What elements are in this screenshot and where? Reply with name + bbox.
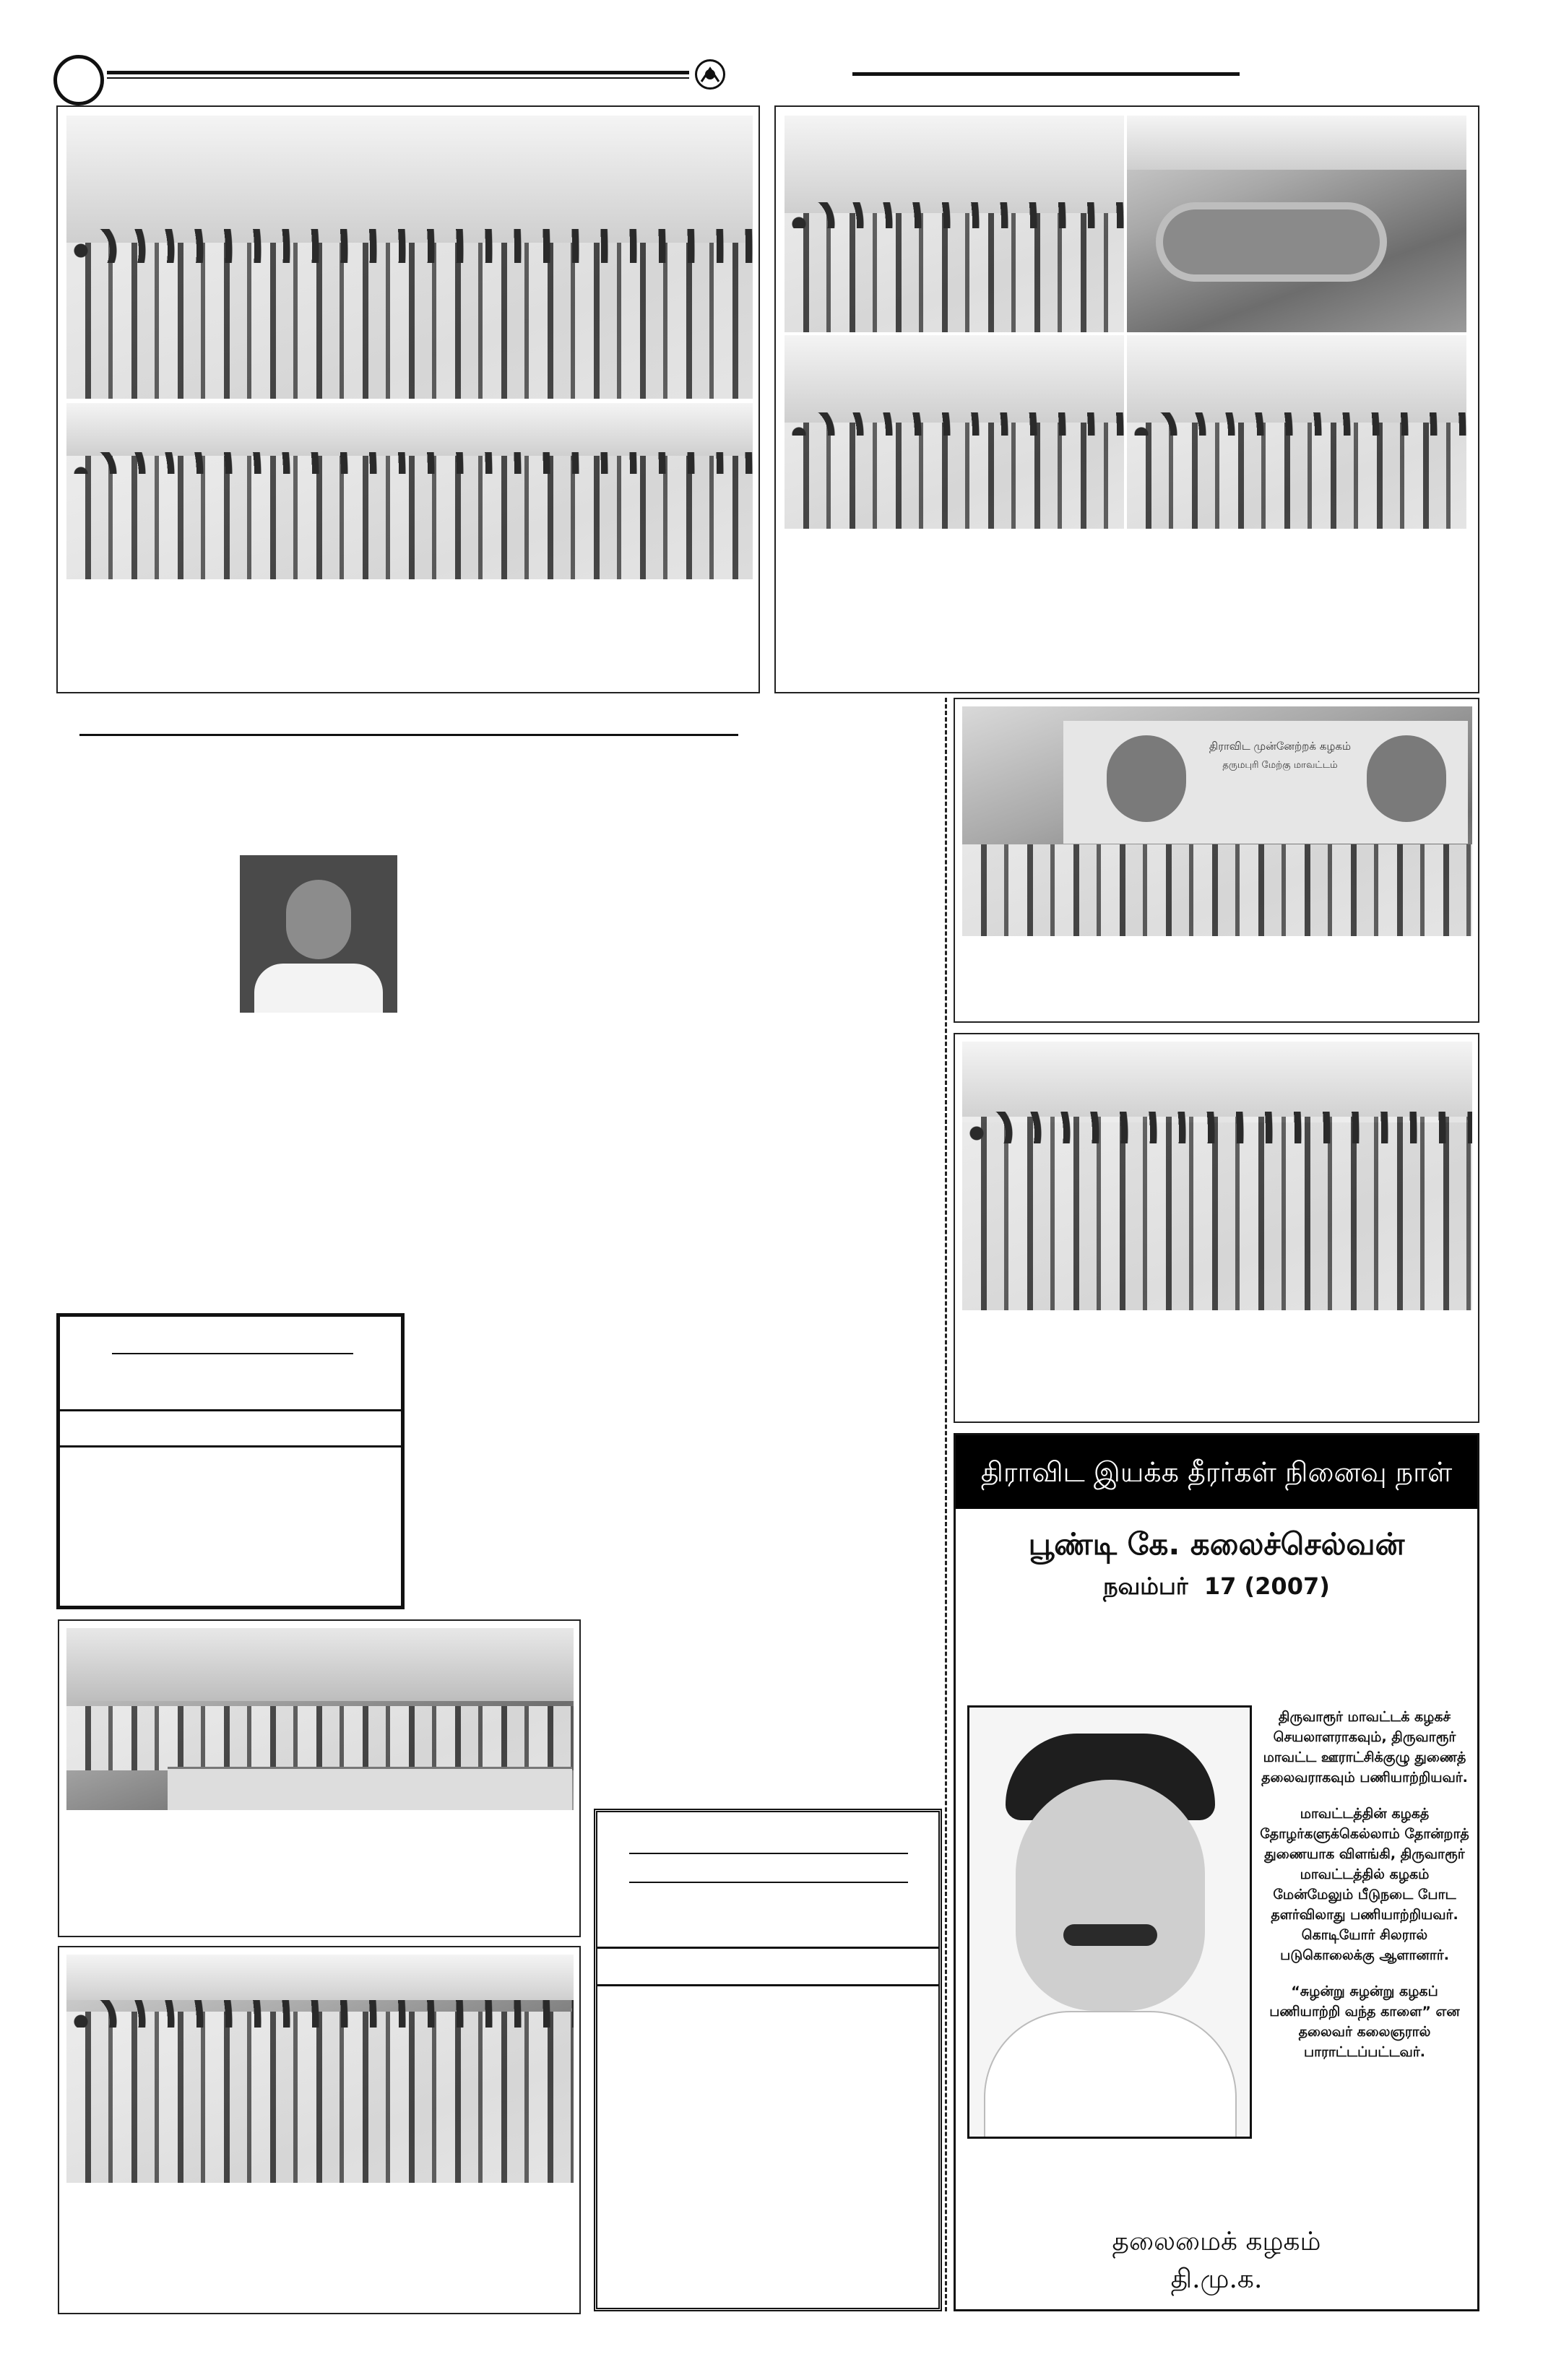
house-visit-box bbox=[954, 1033, 1479, 1423]
house-visit-photo bbox=[962, 1042, 1472, 1310]
park-walk-photo-left bbox=[785, 335, 1124, 529]
memorial-banner bbox=[956, 1435, 1477, 1509]
memorial-name: பூண்டி கே. கலைச்செல்வன் bbox=[1028, 1526, 1405, 1562]
memorial-footer-line2: தி.மு.க. bbox=[1170, 2264, 1263, 2294]
top-right-news-box bbox=[774, 105, 1479, 693]
memorial-bio bbox=[1258, 1707, 1471, 2078]
memorial-box bbox=[954, 1433, 1479, 2311]
meeting-photo-box bbox=[58, 1619, 581, 1937]
park-walk-photo-right bbox=[1127, 335, 1466, 529]
park-fountain-photo bbox=[1127, 116, 1466, 332]
party-emblem-icon bbox=[695, 59, 725, 90]
inspection-crowd-photo bbox=[66, 403, 753, 579]
page-number-circle-icon bbox=[53, 55, 104, 105]
banner-text-line1: திராவிட முன்னேற்றக் கழகம் bbox=[1209, 740, 1352, 753]
welfare-distribution-box bbox=[58, 1946, 581, 2314]
memorial-bio-paragraph: “சுழன்று சுழன்று கழகப் பணியாற்றி வந்த காளை” என தலைவர் கலைஞரால் பாராட்டப்பட்டவர். bbox=[1269, 1983, 1460, 2060]
minister-portrait bbox=[240, 855, 397, 1013]
article-headline-rule bbox=[79, 734, 738, 736]
memorial-bio-paragraph: திருவாரூர் மாவட்டக் கழகச் செயலாளராகவும், திருவாரூர் மாவட்ட ஊராட்சிக்குழு துணைத் தலைவராகவும் பணியாற்றியவர். bbox=[1261, 1709, 1468, 1786]
column-separator bbox=[945, 698, 947, 2311]
header-rule-right bbox=[852, 72, 1240, 76]
memorial-banner-title: திராவிட இயக்க தீரர்கள் நினைவு நாள் bbox=[980, 1456, 1453, 1488]
statue-renovation-photo bbox=[66, 116, 753, 399]
district-meeting-photo bbox=[66, 1628, 574, 1810]
memorial-footer-line1: தலைமைக் கழகம் bbox=[1112, 2227, 1321, 2256]
memorial-bio-paragraph: மாவட்டத்தின் கழகத் தோழர்களுக்கெல்லாம் தோன்றாத் துணையாக விளங்கி, திருவாரூர் மாவட்டத்தில் கழகம் மேன்மேலும் பீடுநடை போட தளர்விலாது பணியாற்றியவர். கொடியோர் சிலரால் படுகொலைக்கு ஆளானார். bbox=[1260, 1806, 1469, 1963]
dharmapuri-meeting-box bbox=[954, 698, 1479, 1023]
header-rule-left bbox=[107, 71, 689, 74]
header-rule-left-thin bbox=[107, 77, 689, 79]
dharmapuri-meeting-photo bbox=[962, 706, 1472, 936]
top-left-news-box bbox=[56, 105, 760, 693]
memorial-date: நவம்பர் 17 (2007) bbox=[1103, 1572, 1330, 1600]
auto-rickshaw-distribution-photo bbox=[66, 1955, 574, 2183]
info-box-left bbox=[56, 1313, 405, 1609]
info-box-middle bbox=[594, 1809, 942, 2311]
plan-review-photo bbox=[785, 116, 1124, 332]
banner-text-line2: தருமபுரி மேற்கு மாவட்டம் bbox=[1222, 760, 1338, 771]
memorial-portrait bbox=[967, 1705, 1252, 2139]
